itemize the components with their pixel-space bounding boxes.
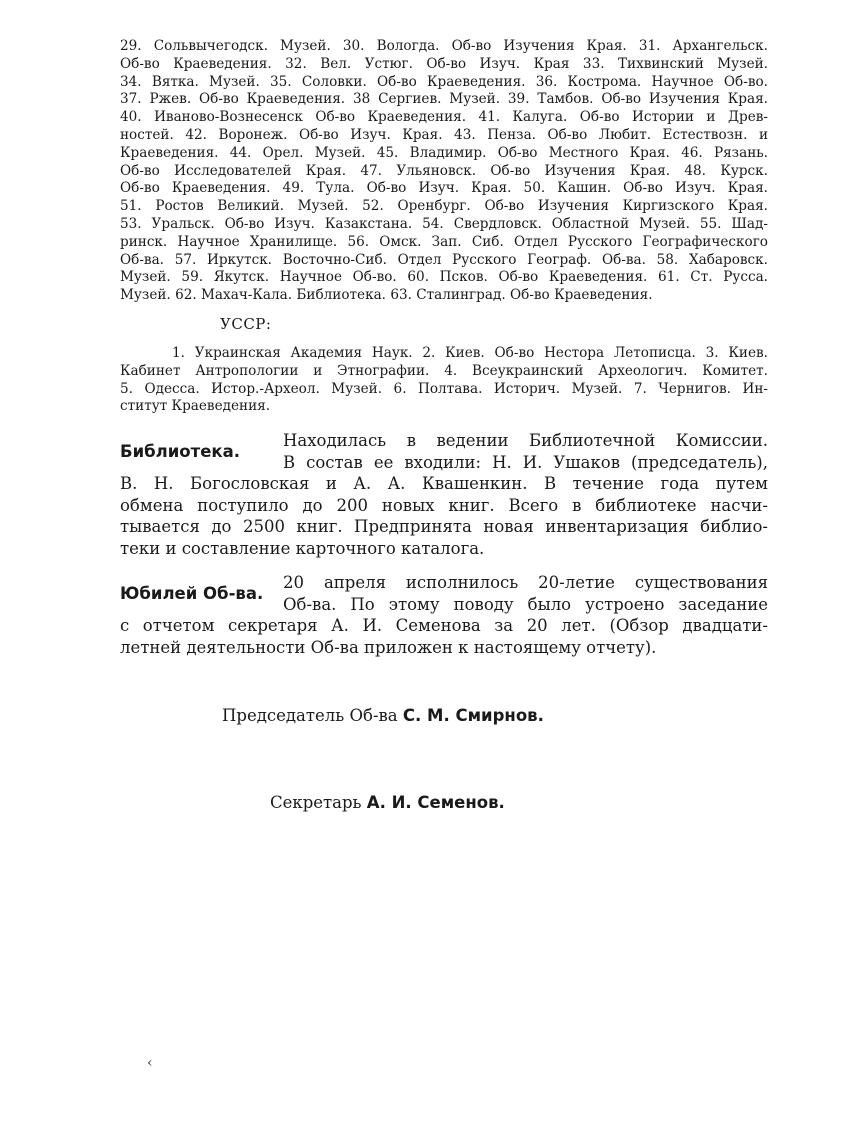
list-line: Об-во Краеведения. 49. Тула. Об-во Изуч. Края. 50. Кашин. Об-во Изуч. Края. [120, 180, 768, 197]
ussr-line: Кабинет Антропологии и Этнографии. 4. Всеукраинский Археологич. Комитет. [120, 362, 768, 379]
library-line: В состав ее входили: Н. И. Ушаков (председатель), [283, 452, 768, 472]
list-line: 37. Ржев. Об-во Краеведения. 38 Сергиев. Музей. 39. Тамбов. Об-во Изучения Края. [120, 91, 768, 108]
jubilee-line: Об-ва. По этому поводу было устроено заседание [283, 594, 768, 614]
library-line: В. Н. Богословская и А. А. Квашенкин. В течение года путем [120, 474, 768, 494]
ussr-list [120, 345, 768, 416]
list-line: ностей. 42. Воронеж. Об-во Изуч. Края. 43. Пенза. Об-во Любит. Естествозн. и [120, 126, 768, 143]
societies-list [120, 38, 768, 305]
chairman-signature [222, 706, 544, 725]
library-heading: Библиотека. [120, 442, 240, 461]
secretary-role: Секретарь [270, 793, 362, 812]
ussr-line: 5. Одесса. Истор.-Археол. Музей. 6. Полтава. Историч. Музей. 7. Чернигов. Ин- [120, 380, 768, 397]
list-line: Об-ва. 57. Иркутск. Восточно-Сиб. Отдел Русского Географ. Об-ва. 58. Хабаровск. [120, 251, 768, 268]
list-line: 34. Вятка. Музей. 35. Соловки. Об-во Краеведения. 36. Кострома. Научное Об-во. [120, 73, 768, 90]
page-mark: ‹ [147, 1055, 153, 1071]
list-line: Краеведения. 44. Орел. Музей. 45. Владимир. Об-во Местного Края. 46. Рязань. [120, 144, 768, 161]
list-line: Музей. 62. Махач-Кала. Библиотека. 63. Сталинград. Об-во Краеведения. [120, 287, 653, 304]
list-line: ринск. Научное Хранилище. 56. Омск. Зап. Сиб. Отдел Русского Географического [120, 233, 768, 250]
list-line: Музей. 59. Якутск. Научное Об-во. 60. Псков. Об-во Краеведения. 61. Ст. Русса. [120, 269, 768, 286]
jubilee-heading: Юбилей Об-ва. [120, 584, 264, 603]
list-line: Об-во Исследователей Края. 47. Ульяновск. Об-во Изучения Края. 48. Курск. [120, 162, 768, 179]
library-line: обмена поступило до 200 новых книг. Всего в библиотеке насчи- [120, 495, 768, 515]
list-line: 29. Сольвычегодск. Музей. 30. Вологда. Об-во Изучения Края. 31. Архангельск. [120, 38, 768, 54]
chairman-role: Председатель Об-ва [222, 706, 398, 725]
library-line: тывается до 2500 книг. Предпринята новая инвентаризация библио- [120, 517, 768, 537]
ussr-line: 1. Украинская Академия Наук. 2. Киев. Об-во Нестора Летописца. 3. Киев. [172, 345, 768, 361]
ussr-heading: УССР: [220, 315, 272, 333]
secretary-signature [270, 793, 505, 812]
library-line: теки и составление карточного каталога. [120, 538, 485, 558]
library-section [120, 430, 768, 560]
jubilee-line: с отчетом секретаря А. И. Семенова за 20 лет. (Обзор двадцати- [120, 616, 768, 636]
list-line: 53. Уральск. Об-во Изуч. Казакстана. 54. Свердловск. Областной Музей. 55. Шад- [120, 215, 768, 232]
list-line: 40. Иваново-Вознесенск Об-во Краеведения. 41. Калуга. Об-во Истории и Древ- [120, 109, 768, 126]
ussr-line: ститут Краеведения. [120, 398, 271, 415]
chairman-name: С. М. Смирнов. [402, 706, 544, 725]
library-line: Находилась в ведении Библиотечной Комиссии. [283, 431, 768, 450]
secretary-name: А. И. Семенов. [366, 793, 505, 812]
jubilee-line: летней деятельности Об-ва приложен к настоящему отчету). [120, 637, 657, 657]
list-line: 51. Ростов Великий. Музей. 52. Оренбург. Об-во Изучения Киргизского Края. [120, 198, 768, 215]
jubilee-line: 20 апреля исполнилось 20-летие существования [283, 573, 768, 592]
list-line: Об-во Краеведения. 32. Вел. Устюг. Об-во Изуч. Края 33. Тихвинский Музей. [120, 55, 768, 72]
jubilee-section [120, 572, 768, 658]
